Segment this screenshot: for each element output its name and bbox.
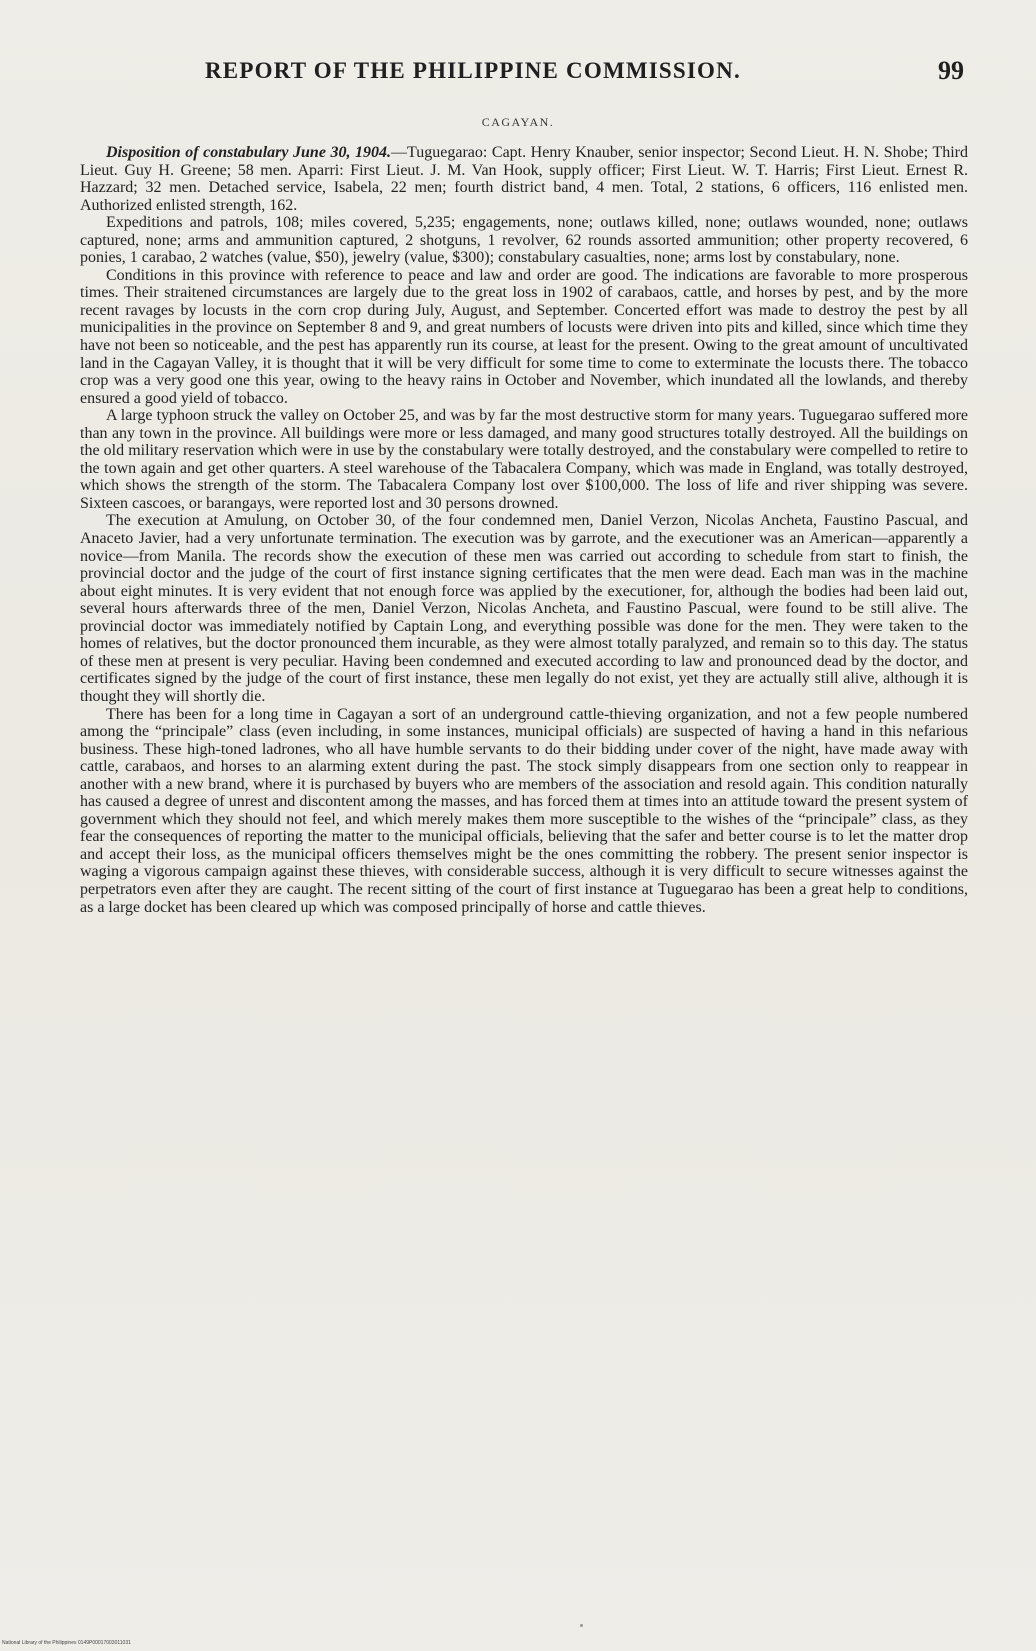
paragraph <box>80 144 968 214</box>
paragraph: There has been for a long time in Cagayan a sort of an underground cattle-thieving organization, and not a few people numbered among the “principale” class (even including, in some instances, municipal officials) are suspected of having a hand in this nefarious business. These high-toned ladrones, who all have humble servants to do their bidding under cover of the night, have made away with cattle, carabaos, and horses to an alarming extent during the past. The stock simply disappears from one section only to reappear in another with a new brand, where it is purchased by buyers who are members of the association and resold again. This condition naturally has caused a degree of unrest and discontent among the masses, and has forced them at times into an attitude toward the present system of government which they should not feel, and which merely makes them more susceptible to the wishes of the “principale” class, as they fear the consequences of reporting the matter to the municipal officials, believing that the safer and better course is to let the matter drop and accept their loss, as the municipal officers themselves might be the ones committing the robbery. The present senior inspector is waging a vigorous campaign against these thieves, with considerable success, although it is very difficult to secure witnesses against the perpetrators even after they are caught. The recent sitting of the court of first instance at Tuguegarao has been a great help to conditions, as a large docket has been cleared up which was composed principally of horse and cattle thieves. <box>80 705 968 916</box>
paragraph-text: —Tuguegarao: Capt. Henry Knauber, senior inspector; Second Lieut. H. N. Shobe; Third Lieut. Guy H. Greene; 58 men. Aparri: First Lieut. J. M. Van Hook, supply officer; First Lieut. W. T. Harris; First Lieut. Ernest R. Hazzard; 32 men. Detached service, Isabela, 22 men; fourth district band, 4 men. Total, 2 stations, 6 officers, 116 enlisted men. Authorized enlisted strength, 162. <box>80 144 968 214</box>
paragraph: Conditions in this province with reference to peace and law and order are good. The indications are favorable to more prosperous times. Their straitened circumstances are largely due to the great loss in 1902 of carabaos, cattle, and horses by pest, and by the more recent ravages by locusts in the corn crop during July, August, and September. Concerted effort was made to destroy the pest by all municipalities in the province on September 8 and 9, and great numbers of locusts were driven into pits and killed, since which time they have not been so noticeable, and the pest has apparently run its course, at least for the present. Owing to the great amount of uncultivated land in the Cagayan Valley, it is thought that it will be very difficult for some time to come to exterminate the locusts there. The tobacco crop was a very good one this year, owing to the heavy rains in October and November, which inundated all the lowlands, and thereby ensured a good yield of tobacco. <box>80 266 968 407</box>
section-heading: CAGAYAN. <box>481 115 555 129</box>
scan-speck <box>580 1624 583 1627</box>
page-number: 99 <box>938 56 964 85</box>
body-text <box>80 144 968 916</box>
paragraph: The execution at Amulung, on October 30, of the four condemned men, Daniel Verzon, Nicolas Ancheta, Faustino Pascual, and Anaceto Javier, had a very unfortunate termination. The execution was by garrote, and the executioner was an American—apparently a novice—from Manila. The records show the execution of these men was carried out according to schedule from start to finish, the provincial doctor and the judge of the court of first instance signing certificates that the men were dead. Each man was in the machine about eight minutes. It is very evident that not enough force was applied by the executioner, for, although the bodies had been laid out, several hours afterwards three of the men, Daniel Verzon, Nicolas Ancheta, and Faustino Pascual, were found to be still alive. The provincial doctor was immediately notified by Captain Long, and everything possible was done for the men. They were taken to the homes of relatives, but the doctor pronounced them incurable, as they were almost totally paralyzed, and remain so to this day. The status of these men at present is very peculiar. Having been condemned and executed according to law and pronounced dead by the doctor, and certificates signed by the judge of the court of first instance, these men legally do not exist, yet they are actually still alive, although it is thought they will shortly die. <box>80 512 968 705</box>
running-title: REPORT OF THE PHILIPPINE COMMISSION. <box>205 58 741 83</box>
running-head <box>205 58 964 92</box>
paragraph: Expeditions and patrols, 108; miles covered, 5,235; engagements, none; outlaws killed, none; outlaws wounded, none; outlaws captured, none; arms and ammunition captured, 2 shotguns, 1 revolver, 62 rounds assorted ammunition; other property recovered, 6 ponies, 1 carabao, 2 watches (value, $50), jewelry (value, $300); constabulary casualties, none; arms lost by constabulary, none. <box>80 214 968 267</box>
paragraph-lead: Disposition of constabulary June 30, 1904. <box>106 144 392 161</box>
paragraph: A large typhoon struck the valley on October 25, and was by far the most destructive storm for many years. Tuguegarao suffered more than any town in the province. All buildings were more or less damaged, and many good structures totally destroyed. All the buildings on the old military reservation which were in use by the constabulary were totally destroyed, and the constabulary were compelled to retire to the town again and get other quarters. A steel warehouse of the Tabacalera Company, which was made in England, was totally destroyed, which shows the strength of the storm. The Tabacalera Company lost over $100,000. The loss of life and river shipping was severe. Sixteen cascoes, or barangays, were reported lost and 30 persons drowned. <box>80 407 968 512</box>
scan-footer-note: National Library of the Philippines 0149P00017003011031 <box>2 1640 131 1646</box>
